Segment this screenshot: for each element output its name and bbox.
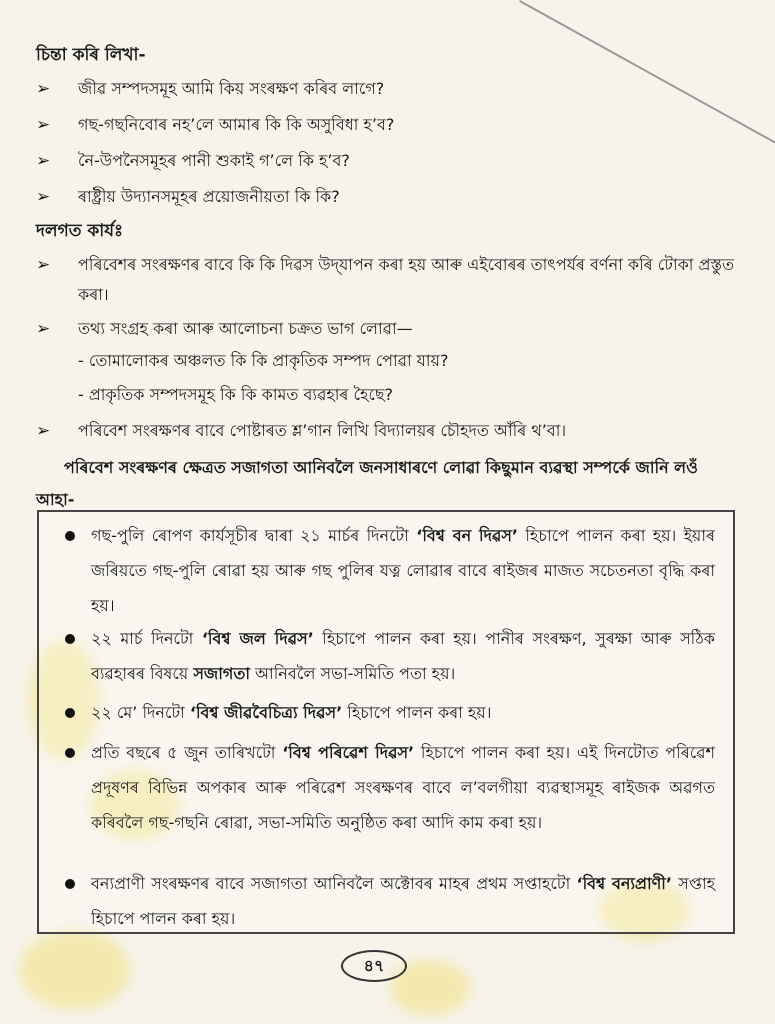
think-write-heading: চিন্তা কৰি লিখা-: [36, 45, 146, 65]
arrow-bullet-icon: ➢: [36, 187, 51, 207]
bullet-dot-icon: [65, 708, 75, 718]
arrow-bullet-icon: ➢: [36, 421, 51, 441]
group-work-subitem: - তোমালোকৰ অঞ্চলত কি কি প্ৰাকৃতিক সম্পদ পোৱা যায়?: [78, 351, 449, 370]
group-work-subitem: - প্ৰাকৃতিক সম্পদসমূহ কি কি কামত ব্যৱহাৰ হৈছে?: [78, 385, 394, 404]
bullet-dot-icon: [65, 748, 75, 758]
bullet-dot-icon: [65, 879, 75, 889]
stain: [20, 930, 130, 1010]
arrow-bullet-icon: ➢: [36, 115, 51, 135]
arrow-bullet-icon: ➢: [36, 255, 51, 275]
intro-paragraph: পৰিবেশ সংৰক্ষণৰ ক্ষেত্ৰত সজাগতা আনিবলৈ জনসাধাৰণে লোৱা কিছুমান ব্যৱস্থা সম্পৰ্কে জানি লওঁ আহা-: [36, 458, 698, 509]
page-number: ৪৭: [341, 950, 407, 982]
arrow-bullet-icon: ➢: [36, 319, 51, 339]
arrow-bullet-icon: ➢: [36, 151, 51, 171]
bullet-dot-icon: [65, 531, 75, 541]
bullet-dot-icon: [65, 634, 75, 644]
group-work-heading: দলগত কাৰ্যঃ: [36, 221, 124, 241]
arrow-bullet-icon: ➢: [36, 79, 51, 99]
textbook-page: চিন্তা কৰি লিখা- ➢ জীৱ সম্পদসমূহ আমি কিয় সংৰক্ষণ কৰিব লাগে? ➢ গছ-গছনিবোৰ নহ’লে আমাৰ কি কি অসুবিধা হ’ব? ➢ নৈ-উপনৈসমূহৰ পানী শুকাই গ’লে কি হ’ব? ➢ ৰাষ্ট্ৰীয় উদ্যানসমূহৰ প্ৰয়োজনীয়তা কি কি? দলগত কাৰ্যঃ ➢ পৰিবেশৰ সংৰক্ষণৰ বাবে কি কি দিৱস উদ্‌যাপন কৰা হয় আৰু এইবোৰৰ তাৎপৰ্যৰ বৰ্ণনা কৰি টোকা প্ৰস্তুত কৰা। ➢ তথ্য সংগ্ৰহ কৰা আৰু আলোচনা চক্ৰত ভাগ লোৱা— - তোমালোকৰ অঞ্চলত কি কি প্ৰাকৃতিক সম্পদ পোৱা যায়? - প্ৰাকৃতিক সম্পদসমূহ কি কি কামত ব্যৱহাৰ হৈছে? ➢ পৰিবেশ সংৰক্ষণৰ বাবে পোষ্টাৰত শ্ল’গান লিখি বিদ্যালয়ৰ চৌহদত আঁৰি থ’বা। পৰিবেশ সংৰক্ষণৰ ক্ষেত্ৰত সজাগতা আনিবলৈ জনসাধাৰণে লোৱা কিছুমান ব্যৱস্থা সম্পৰ্কে জানি লওঁ আহা- গছ-পুলি ৰোপণ কাৰ্যসূচীৰ দ্বাৰা ২১ মাৰ্চৰ দিনটো ‘বিশ্ব বন দিৱস’ হিচাপে পালন কৰা হয়। ইয়াৰ জৰিয়তে গছ-পুলি ৰোৱা হয় আৰু গছ পুলিৰ যত্ন লোৱাৰ বাবে ৰাইজৰ মাজত সচেতনতা বৃদ্ধি কৰা হয়। ২২ মাৰ্চ দিনটো ‘বিশ্ব জল দিৱস’ হিচাপে পালন কৰা হয়। পানীৰ সংৰক্ষণ, সুৰক্ষা আৰু সঠিক ব্যৱহাৰৰ বিষয়ে সজাগতা আনিবলৈ সভা-সমিতি পতা হয়। ২২ মে’ দিনটো ‘বিশ্ব জীৱবৈচিত্ৰ্য দিৱস’ হিচাপে পালন কৰা হয়। প্ৰতি বছৰে ৫ জুন তাৰিখটো ‘বিশ্ব পৰিৱেশ দিৱস’ হিচাপে পালন কৰা হয়। এই দিনটোত পৰিৱেশ প্ৰদূষণৰ বিভিন্ন অপকাৰ আৰু পৰিৱেশ সংৰক্ষণৰ বাবে ল’বলগীয়া ব্যৱস্থাসমূহ ৰাইজক অৱগত কৰিবলৈ গছ-গছনি ৰোৱা, সভা-সমিতি অনুষ্ঠিত কৰা আদি কাম কৰা হয়। বন্যপ্ৰাণী সংৰক্ষণৰ বাবে সজাগতা আনিবলৈ অক্টোবৰ মাহৰ প্ৰথম সপ্তাহটো ‘বিশ্ব বন্যপ্ৰাণী’ সপ্তাহ হিচাপে পালন কৰা হয়। ৪৭: [0, 0, 775, 1024]
